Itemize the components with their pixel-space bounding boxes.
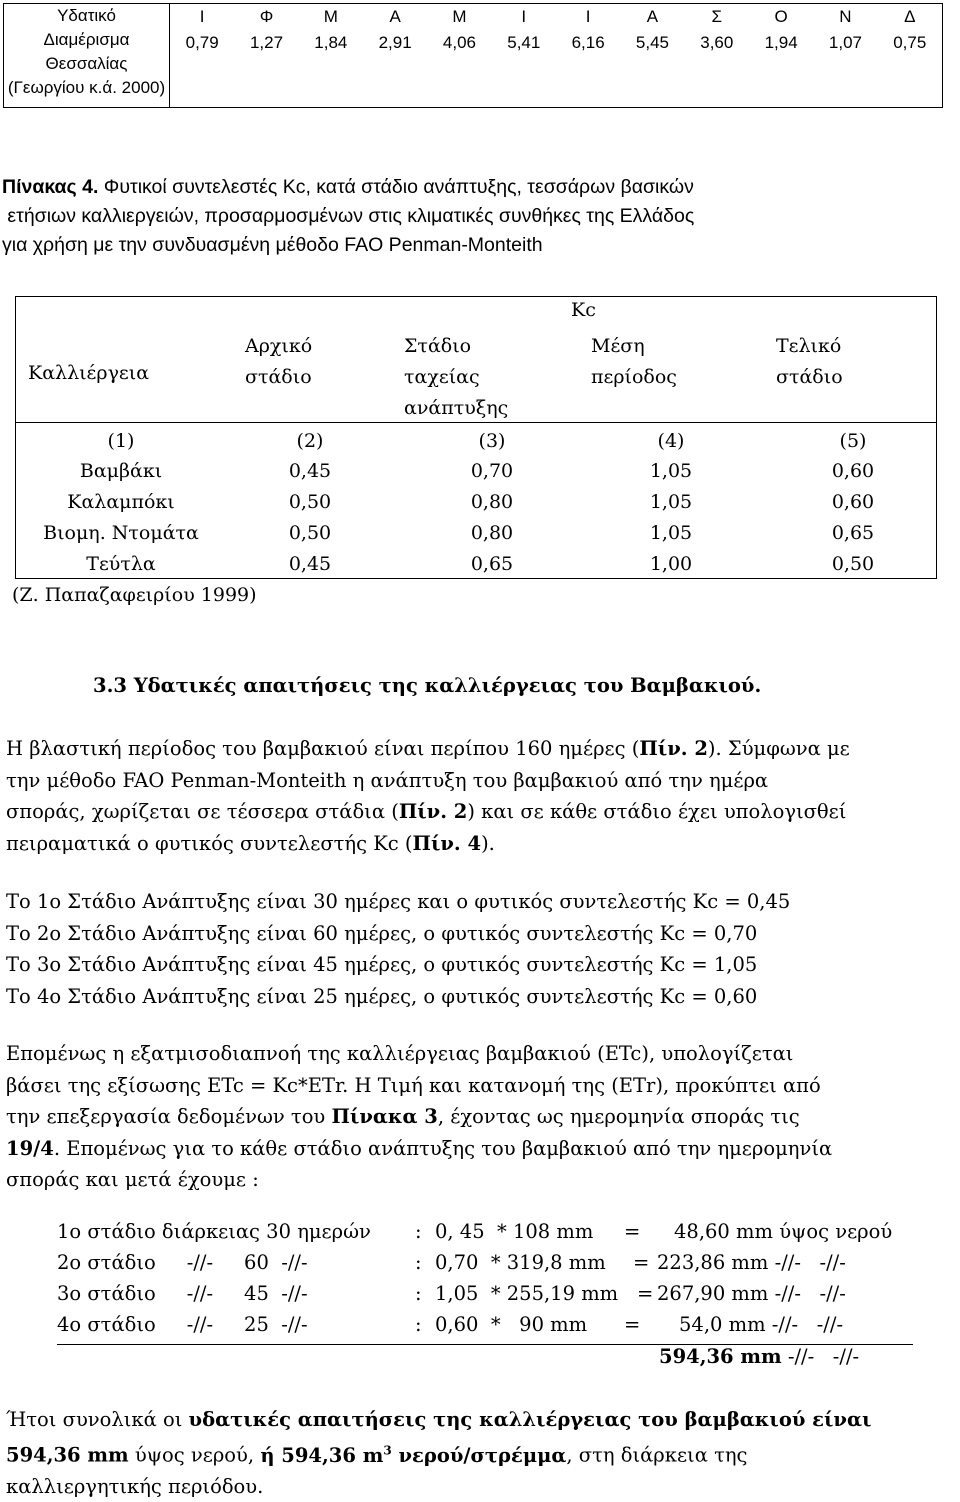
text-bold-part: ή 594,36 m xyxy=(260,1443,384,1467)
text-bold: Πίνακα 3 xyxy=(331,1105,438,1128)
calc-stage: 3ο στάδιο -//- 45 -//- xyxy=(57,1282,308,1305)
stage-line: Το 4ο Στάδιο Ανάπτυξης είναι 25 ημέρες, ο φυτικός συντελεστής Kc = 0,60 xyxy=(6,984,758,1008)
month-cell: Ν xyxy=(839,7,852,26)
section-heading: 3.3 Υδατικές απαιτήσεις της καλλιέργειας του Βαμβακιού. xyxy=(93,674,762,697)
caption-label: Πίνακας 4. xyxy=(2,176,99,198)
calculation-table xyxy=(57,1220,927,1376)
col-header-development xyxy=(404,331,508,424)
calc-result: 54,0 mm -//- -//- xyxy=(679,1313,844,1336)
text-bold-part: νερού/στρέμμα xyxy=(391,1443,567,1467)
calc-stage: 2ο στάδιο -//- 60 -//- xyxy=(57,1251,308,1274)
calc-row xyxy=(57,1220,927,1251)
calc-total-row xyxy=(57,1345,927,1376)
calc-equals: = xyxy=(633,1251,650,1274)
month-cell: Δ xyxy=(904,7,916,26)
kc-cell: 1,05 xyxy=(649,522,693,544)
calc-formula: 1,05 * 255,19 mm xyxy=(435,1282,619,1305)
header-line: περίοδος xyxy=(591,366,677,388)
col-header-crop: Καλλιέργεια xyxy=(28,362,150,384)
col-header-mid xyxy=(591,331,677,393)
calc-formula: 0,60 * 90 mm xyxy=(435,1313,588,1336)
kc-cell: 0,60 xyxy=(831,460,875,482)
total-suffix: -//- -//- xyxy=(781,1345,860,1368)
crop-cell: Βιομη. Ντομάτα xyxy=(43,522,199,544)
header-line: στάδιο xyxy=(245,366,312,388)
col-number: (1) xyxy=(107,430,135,452)
month-cell: Μ xyxy=(452,7,467,26)
calc-colon: : xyxy=(415,1220,422,1243)
calc-stage: 1ο στάδιο διάρκειας 30 ημερών xyxy=(57,1220,371,1243)
value-cell: 2,91 xyxy=(378,33,412,52)
table-source: (Ζ. Παπαζαφειρίου 1999) xyxy=(12,584,257,606)
month-cell: Α xyxy=(389,7,401,26)
month-row xyxy=(170,4,942,30)
text-bold: Πίν. 4 xyxy=(412,831,482,855)
month-cell: Μ xyxy=(323,7,338,26)
text-span: ) και σε κάθε στάδιο έχει υπολογισθεί xyxy=(467,800,847,823)
value-cell: 1,94 xyxy=(764,33,798,52)
calc-stage: 4ο στάδιο -//- 25 -//- xyxy=(57,1313,308,1336)
calc-formula: 0,70 * 319,8 mm xyxy=(435,1251,606,1274)
crop-cell: Καλαμπόκι xyxy=(67,491,175,513)
kc-cell: 0,50 xyxy=(288,522,332,544)
crop-cell: Βαμβάκι xyxy=(79,460,163,482)
month-cell: Φ xyxy=(259,7,274,26)
value-cell: 0,75 xyxy=(893,33,927,52)
month-cell: Ο xyxy=(774,7,788,26)
value-cell: 6,16 xyxy=(571,33,605,52)
kc-cell: 0,80 xyxy=(470,522,514,544)
month-cell: Ι xyxy=(585,7,591,26)
caption-text: ετήσιων καλλιεργειών, προσαρμοσμένων στις κλιματικές συνθήκες της Ελλάδος xyxy=(7,205,695,227)
text-line xyxy=(6,1435,956,1471)
table-row xyxy=(16,491,936,522)
col-number: (5) xyxy=(839,430,867,452)
text-line xyxy=(6,828,956,860)
col-header-final xyxy=(776,331,843,393)
header-line: ανάπτυξης xyxy=(404,397,509,419)
label-line: Θεσσαλίας xyxy=(45,54,128,73)
paragraph xyxy=(6,733,956,859)
kc-cell: 1,05 xyxy=(649,491,693,513)
calc-equals: = xyxy=(637,1282,654,1305)
label-line: Υδατικό xyxy=(57,6,116,25)
kc-cell: 0,65 xyxy=(470,553,514,575)
month-cell: Σ xyxy=(711,7,723,26)
calc-colon: : xyxy=(415,1282,422,1305)
header-line: Τελικό xyxy=(776,335,842,357)
calc-result: 267,90 mm -//- -//- xyxy=(657,1282,846,1305)
text-bold xyxy=(260,1444,566,1467)
text-line xyxy=(6,733,956,765)
value-cell: 5,45 xyxy=(635,33,669,52)
crop-cell: Τεύτλα xyxy=(86,553,156,575)
caption-text: Φυτικοί συντελεστές Kc, κατά στάδιο ανάπτυξης, τεσσάρων βασικών xyxy=(98,176,694,198)
header-divider xyxy=(16,422,936,423)
col-number: (3) xyxy=(478,430,506,452)
value-cell: 0,79 xyxy=(185,33,219,52)
calc-row xyxy=(57,1282,927,1313)
kc-cell: 0,45 xyxy=(288,553,332,575)
top-table-values xyxy=(170,4,943,108)
table-row xyxy=(16,460,936,491)
kc-table xyxy=(15,296,937,579)
caption-line xyxy=(2,173,922,202)
text-span: Ήτοι συνολικά οι xyxy=(6,1408,189,1431)
top-table-label xyxy=(4,4,170,108)
text-span: σποράς, χωρίζεται σε τέσσερα στάδια ( xyxy=(6,800,399,823)
header-line: Αρχικό xyxy=(245,335,313,357)
header-line: στάδιο xyxy=(776,366,843,388)
stage-line: Το 3ο Στάδιο Ανάπτυξης είναι 45 ημέρες, ο φυτικός συντελεστής Kc = 1,05 xyxy=(6,953,758,976)
text-span: , στη διάρκεια της xyxy=(566,1443,748,1467)
text-line xyxy=(6,1404,956,1435)
calc-row xyxy=(57,1313,913,1345)
text-line: καλλιεργητικής περιόδου. xyxy=(6,1474,264,1498)
text-span: ). xyxy=(481,831,495,855)
text-line: σποράς και μετά έχουμε : xyxy=(6,1168,259,1191)
col-header-initial xyxy=(245,331,312,393)
calc-result: 48,60 mm ύψος νερού xyxy=(674,1220,893,1243)
text-span: πειραματικά ο φυτικός συντελεστής Kc ( xyxy=(6,831,413,855)
text-line xyxy=(6,1101,956,1133)
value-cell: 1,27 xyxy=(249,33,284,52)
value-cell: 5,41 xyxy=(507,33,541,52)
text-bold: υδατικές απαιτήσεις της καλλιέργειας του βαμβακιού είναι xyxy=(188,1408,872,1431)
calc-total xyxy=(659,1345,859,1368)
text-bold: 594,36 mm xyxy=(6,1443,129,1467)
kc-cell: 0,50 xyxy=(288,491,332,513)
table-row xyxy=(16,522,936,553)
value-cell: 3,60 xyxy=(700,33,734,52)
caption-line xyxy=(2,202,922,231)
calc-equals: = xyxy=(624,1313,641,1336)
label-line: (Γεωργίου κ.ά. 2000) xyxy=(7,78,166,97)
kc-cell: 0,50 xyxy=(831,553,875,575)
month-cell: Ι xyxy=(199,7,205,26)
value-cell: 1,07 xyxy=(828,33,862,52)
kc-cell: 0,70 xyxy=(470,460,514,482)
kc-cell: 0,80 xyxy=(470,491,514,513)
total-value: 594,36 mm xyxy=(659,1345,782,1368)
value-cell: 4,06 xyxy=(442,33,477,52)
text-span: την επεξεργασία δεδομένων του xyxy=(6,1105,332,1128)
month-cell: Α xyxy=(646,7,659,26)
kc-cell: 0,45 xyxy=(288,460,332,482)
header-line: Μέση xyxy=(591,335,645,357)
kc-cell: 1,05 xyxy=(649,460,693,482)
value-row xyxy=(170,30,942,56)
text-line: Επομένως η εξατμισοδιαπνοή της καλλιέργειας βαμβακιού (ETc), υπολογίζεται xyxy=(6,1042,794,1065)
stage-line: Το 1ο Στάδιο Ανάπτυξης είναι 30 ημέρες και ο φυτικός συντελεστής Kc = 0,45 xyxy=(6,890,791,913)
caption-line: για χρήση με την συνδυασμένη μέθοδο FAO Penman-Monteith xyxy=(2,234,543,256)
kc-cell: 0,60 xyxy=(831,491,875,513)
kc-group-header: Kc xyxy=(571,299,596,321)
value-cell: 1,84 xyxy=(314,33,348,52)
label-line: Διαμέρισμα xyxy=(43,30,130,49)
calc-colon: : xyxy=(415,1313,422,1336)
text-bold: Πίν. 2 xyxy=(639,737,708,760)
text-bold: 19/4 xyxy=(6,1136,54,1160)
text-span: , έχοντας ως ημερομηνία σποράς τις xyxy=(437,1105,800,1128)
text-span: ύψος νερού, xyxy=(128,1443,261,1467)
calc-result: 223,86 mm -//- -//- xyxy=(657,1251,846,1274)
calc-equals: = xyxy=(624,1220,641,1243)
table-caption xyxy=(2,173,922,260)
header-line: Στάδιο xyxy=(404,335,472,357)
kc-cell: 1,00 xyxy=(649,553,693,575)
kc-cell: 0,65 xyxy=(831,522,875,544)
text-span: . Επομένως για το κάθε στάδιο ανάπτυξης του βαμβακιού από την ημερομηνία xyxy=(53,1136,833,1160)
paragraph xyxy=(6,1038,956,1196)
text-line xyxy=(6,1133,956,1165)
header-line: ταχείας xyxy=(404,366,480,388)
text-span: Η βλαστική περίοδος του βαμβακιού είναι περίπου 160 ημέρες ( xyxy=(6,737,640,760)
calc-colon: : xyxy=(415,1251,422,1274)
table-row xyxy=(16,553,936,584)
calc-formula: 0, 45 * 108 mm xyxy=(435,1220,594,1243)
stage-line: Το 2ο Στάδιο Ανάπτυξης είναι 60 ημέρες, ο φυτικός συντελεστής Kc = 0,70 xyxy=(6,921,758,945)
col-number: (2) xyxy=(296,430,324,452)
rainfall-table xyxy=(3,3,943,108)
month-cell: Ι xyxy=(521,7,527,26)
superscript: 3 xyxy=(383,1443,392,1457)
conclusion-paragraph xyxy=(6,1404,956,1502)
col-number: (4) xyxy=(657,430,685,452)
stages-list xyxy=(6,886,956,1012)
calc-row xyxy=(57,1251,927,1282)
text-line xyxy=(6,796,956,828)
text-line: την μέθοδο FAO Penman-Monteith η ανάπτυξη του βαμβακιού από την ημέρα xyxy=(6,768,769,792)
text-span: ). Σύμφωνα με xyxy=(707,737,850,760)
text-line: βάσει της εξίσωσης ETc = Kc*ETr. Η Τιμή και κατανομή της (ETr), προκύπτει από xyxy=(6,1073,821,1097)
text-bold: Πίν. 2 xyxy=(398,800,468,823)
